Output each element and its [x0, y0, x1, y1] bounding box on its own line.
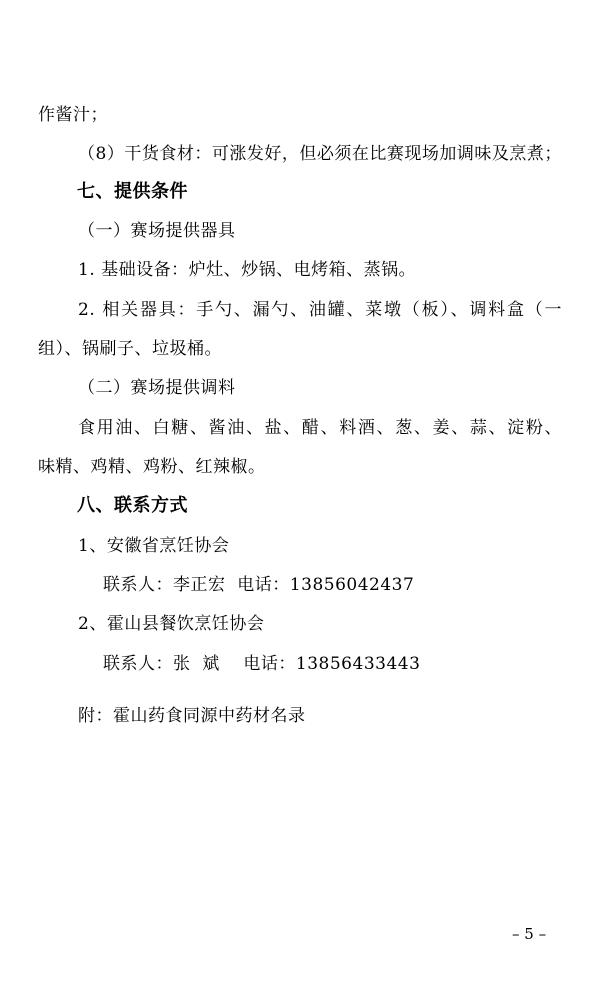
- item-8-dry-goods-text: （8）干货食材：可涨发好，但必须在比赛现场加调味及烹煮；: [78, 144, 562, 164]
- related-tools-text-line2: 组）、锅刷子、垃圾桶。: [38, 339, 222, 359]
- seasonings-text-line1: 食用油、白糖、酱油、盐、醋、料酒、葱、姜、蒜、淀粉、: [78, 418, 562, 438]
- contact-1-organization: 1、安徽省烹饪协会: [78, 536, 230, 556]
- related-tools-text-line1: 2. 相关器具：手勺、漏勺、油罐、菜墩（板）、调料盒（一: [78, 300, 562, 320]
- contact-2-organization: 2、霍山县餐饮烹饪协会: [78, 614, 265, 634]
- page-number: – 5 –: [512, 925, 547, 943]
- contact-2-person: 联系人：张 斌 电话：13856433443: [103, 654, 421, 674]
- seasonings-text-line2: 味精、鸡精、鸡粉、红辣椒。: [38, 457, 266, 477]
- subsection-1-heading: （一）赛场提供器具: [78, 221, 236, 241]
- attachment-note: 附：霍山药食同源中药材名录: [78, 706, 306, 726]
- section-7-heading: 七、提供条件: [77, 181, 188, 202]
- contact-1-person: 联系人：李正宏 电话：13856042437: [103, 575, 415, 595]
- section-8-heading: 八、联系方式: [77, 495, 188, 516]
- basic-equipment-text: 1. 基础设备：炉灶、炒锅、电烤箱、蒸锅。: [78, 260, 417, 280]
- subsection-2-heading: （二）赛场提供调料: [78, 378, 236, 398]
- sauce-continued-text: 作酱汁；: [38, 105, 108, 125]
